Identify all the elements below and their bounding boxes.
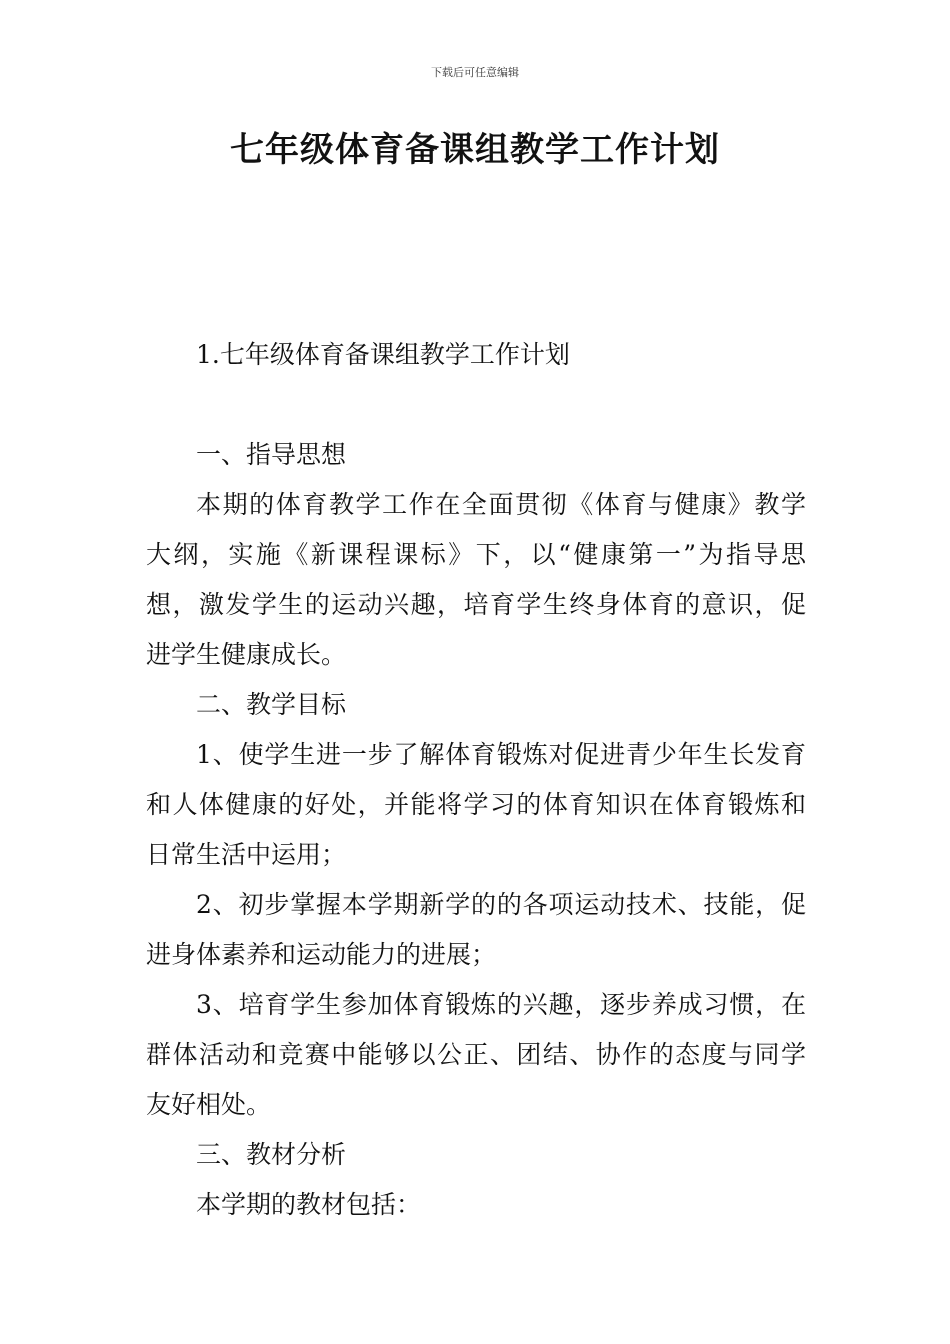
paragraph-line: 友好相处。 — [146, 1090, 272, 1119]
paragraph-line: 1、使学生进一步了解体育锻炼对促进青少年生长发育 — [196, 740, 806, 769]
blank-line — [146, 380, 806, 430]
goal-item-1 — [146, 730, 806, 880]
goal-item-3 — [146, 980, 806, 1130]
section-heading-goals: 二、教学目标 — [196, 690, 347, 719]
materials-intro: 本学期的教材包括： — [196, 1190, 422, 1219]
paragraph-line: 本期的体育教学工作在全面贯彻《体育与健康》教学 — [196, 490, 806, 519]
paragraph-line: 日常生活中运用； — [146, 840, 347, 869]
section-heading-materials: 三、教材分析 — [196, 1140, 347, 1169]
document-body — [146, 330, 806, 1230]
paragraph-line: 2、初步掌握本学期新学的的各项运动技术、技能，促 — [196, 890, 806, 919]
section-heading-guiding: 一、指导思想 — [196, 440, 347, 469]
paragraph-guiding — [146, 480, 806, 680]
subtitle: 1.七年级体育备课组教学工作计划 — [196, 340, 570, 369]
paragraph-line: 3、培育学生参加体育锻炼的兴趣，逐步养成习惯，在 — [196, 990, 806, 1019]
header-note: 下载后可任意编辑 — [431, 66, 519, 79]
document-title: 七年级体育备课组教学工作计划 — [230, 130, 720, 170]
goal-item-2 — [146, 880, 806, 980]
paragraph-line: 大纲，实施《新课程课标》下，以“健康第一”为指导思 — [146, 540, 806, 569]
paragraph-line: 进学生健康成长。 — [146, 640, 347, 669]
paragraph-line: 群体活动和竞赛中能够以公正、团结、协作的态度与同学 — [146, 1040, 806, 1069]
paragraph-line: 想，激发学生的运动兴趣，培育学生终身体育的意识，促 — [146, 590, 806, 619]
paragraph-line: 和人体健康的好处，并能将学习的体育知识在体育锻炼和 — [146, 790, 806, 819]
paragraph-line: 进身体素养和运动能力的进展； — [146, 940, 497, 969]
